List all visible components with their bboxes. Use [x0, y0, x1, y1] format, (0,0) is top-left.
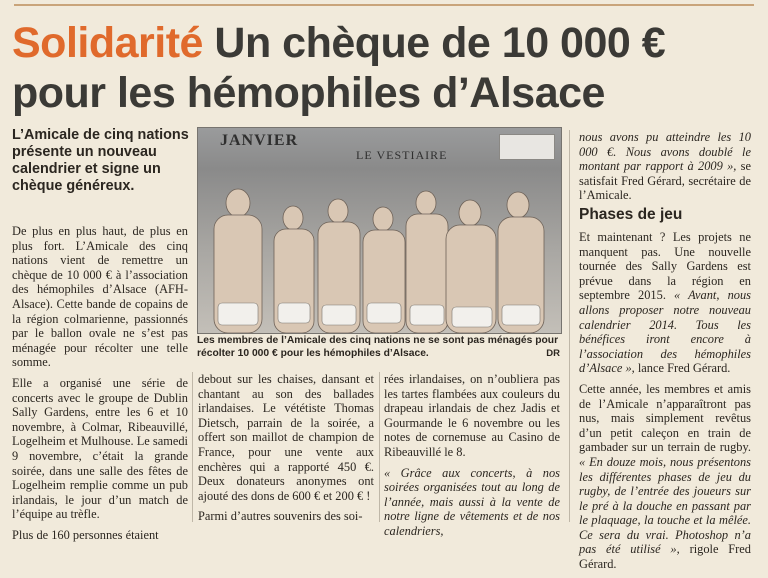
col4-attribution-2: lance Fred Gérard.: [634, 361, 731, 376]
column-2: [198, 372, 374, 530]
top-rule: [14, 4, 754, 6]
column-divider-3: [569, 130, 570, 522]
col2-paragraph-2: Parmi d’autres souvenirs des soi-: [198, 509, 363, 524]
col1-paragraph-2: Elle a organisé une série de concerts avec le groupe de Dublin Sally Gardens, entre les 6 et 10 novembre, à Colmar, Ribeauvillé, Logelheim et Mulhouse. Le samedi 9 novembre, c’était la grande soirée, dans une salle des fêtes de Logelheim remplie comme un pub irlandais, le jour d’un match de l’équipe au trèfle.: [12, 375, 188, 522]
col4-paragraph-3: [579, 382, 751, 572]
lead-paragraph: L’Amicale de cinq nations présente un nouveau calendrier et signe un chèque généreux.: [12, 127, 189, 194]
col4-paragraph-2: [579, 230, 751, 376]
col4-attribution-1: se satisfait Fred Gérard, secrétaire de l’Amicale.: [579, 159, 751, 203]
headline: [12, 18, 760, 118]
col1-paragraph-1: De plus en plus haut, de plus en plus fort. L’Amicale des cinq nations vient de remettre un chèque de 10 000 € à l’association des hémophiles d’Alsace (AFH-Alsace). Cette bande de copains de la région colmarienne, passionnés par le ballon ovale ne s’est pas ménagée pour récolter une telle somme.: [12, 224, 188, 370]
col1-paragraph-3: Plus de 160 personnes étaient: [12, 527, 159, 542]
col4-attribution-3: rigole Fred Gérard.: [579, 542, 752, 572]
column-3: [384, 372, 560, 545]
column-divider-1: [192, 372, 193, 522]
headline-line2: pour les hémophiles d’Alsace: [12, 69, 605, 117]
article-photo: [197, 127, 562, 334]
photo-caption-text: Les membres de l’Amicale des cinq nations ne se sont pas ménagés pour récolter 10 000 € pour les hémophiles d’Alsace.: [197, 335, 559, 359]
col2-paragraph-1: debout sur les chaises, dansant et chantant au son des ballades irlandaises. Le vététiste Thomas Dietsch, parrain de la soirée, a offert son maillot de champion de France, pour une vente aux enchères qui a rapporté 450 €. Deux donateurs anonymes ont ajouté des dons de 600 € et 200 € !: [198, 372, 374, 503]
photo-badge-icon: [499, 134, 555, 160]
col4-p3-text: Cette année, les membres et amis de l’Amicale n’apparaîtront pas nus, mais simplement revêtus d’un petit caleçon en train de gambader sur un terrain de rugby.: [579, 381, 751, 455]
col4-quote-1: nous avons pu atteindre les 10 000 €. Nous avons doublé le montant par rapport à 2009 »,: [579, 130, 751, 174]
headline-kicker: Solidarité: [12, 19, 203, 67]
photo-wall-label-right: LE VESTIAIRE: [356, 148, 448, 162]
col4-quote-3: « En douze mois, nous présentons les différentes phases de jeu du rugby, de l’entrée des joueurs sur le pré à la douche en passant par le plaquage, la touche et la mêlée. Ce sera du vrai. Photoshop n’a pas été utilisé »,: [579, 454, 751, 557]
headline-line1: Un chèque de 10 000 €: [214, 19, 666, 67]
col4-quote-2: « Avant, nous allons proposer notre nouveau calendrier 2014. Tous les bénéfices iront encore à l’association des hémophiles d’Alsace »,: [579, 288, 751, 376]
col3-paragraph-2: « Grâce aux concerts, à nos soirées organisées tout au long de l’année, mais aussi à la vente de notre ligne de vêtements et de nos calendriers,: [384, 465, 560, 538]
column-4-continued: [579, 230, 751, 578]
rugby-players-illustration: [198, 163, 561, 333]
photo-wall-label-left: JANVIER: [220, 132, 299, 149]
column-divider-2: [379, 372, 380, 522]
column-1: [12, 224, 188, 548]
section-subhead: Phases de jeu: [579, 206, 683, 223]
column-4: [579, 130, 751, 209]
col3-paragraph-1: rées irlandaises, on n’oubliera pas les tartes flambées aux couleurs du drapeau irlandais de chez Jadis et Gourmande le 6 novembre ou les notes de cornemuse au Casino de Ribeauvillé le 8.: [384, 372, 560, 459]
photo-caption: [197, 334, 560, 360]
col4-p2-text: Et maintenant ? Les projets ne manquent pas. Une nouvelle tournée des Sally Gardens est prévue dans la région en septembre 2015.: [579, 230, 751, 303]
col4-paragraph-1: [579, 130, 751, 203]
photo-credit: DR: [546, 348, 560, 359]
